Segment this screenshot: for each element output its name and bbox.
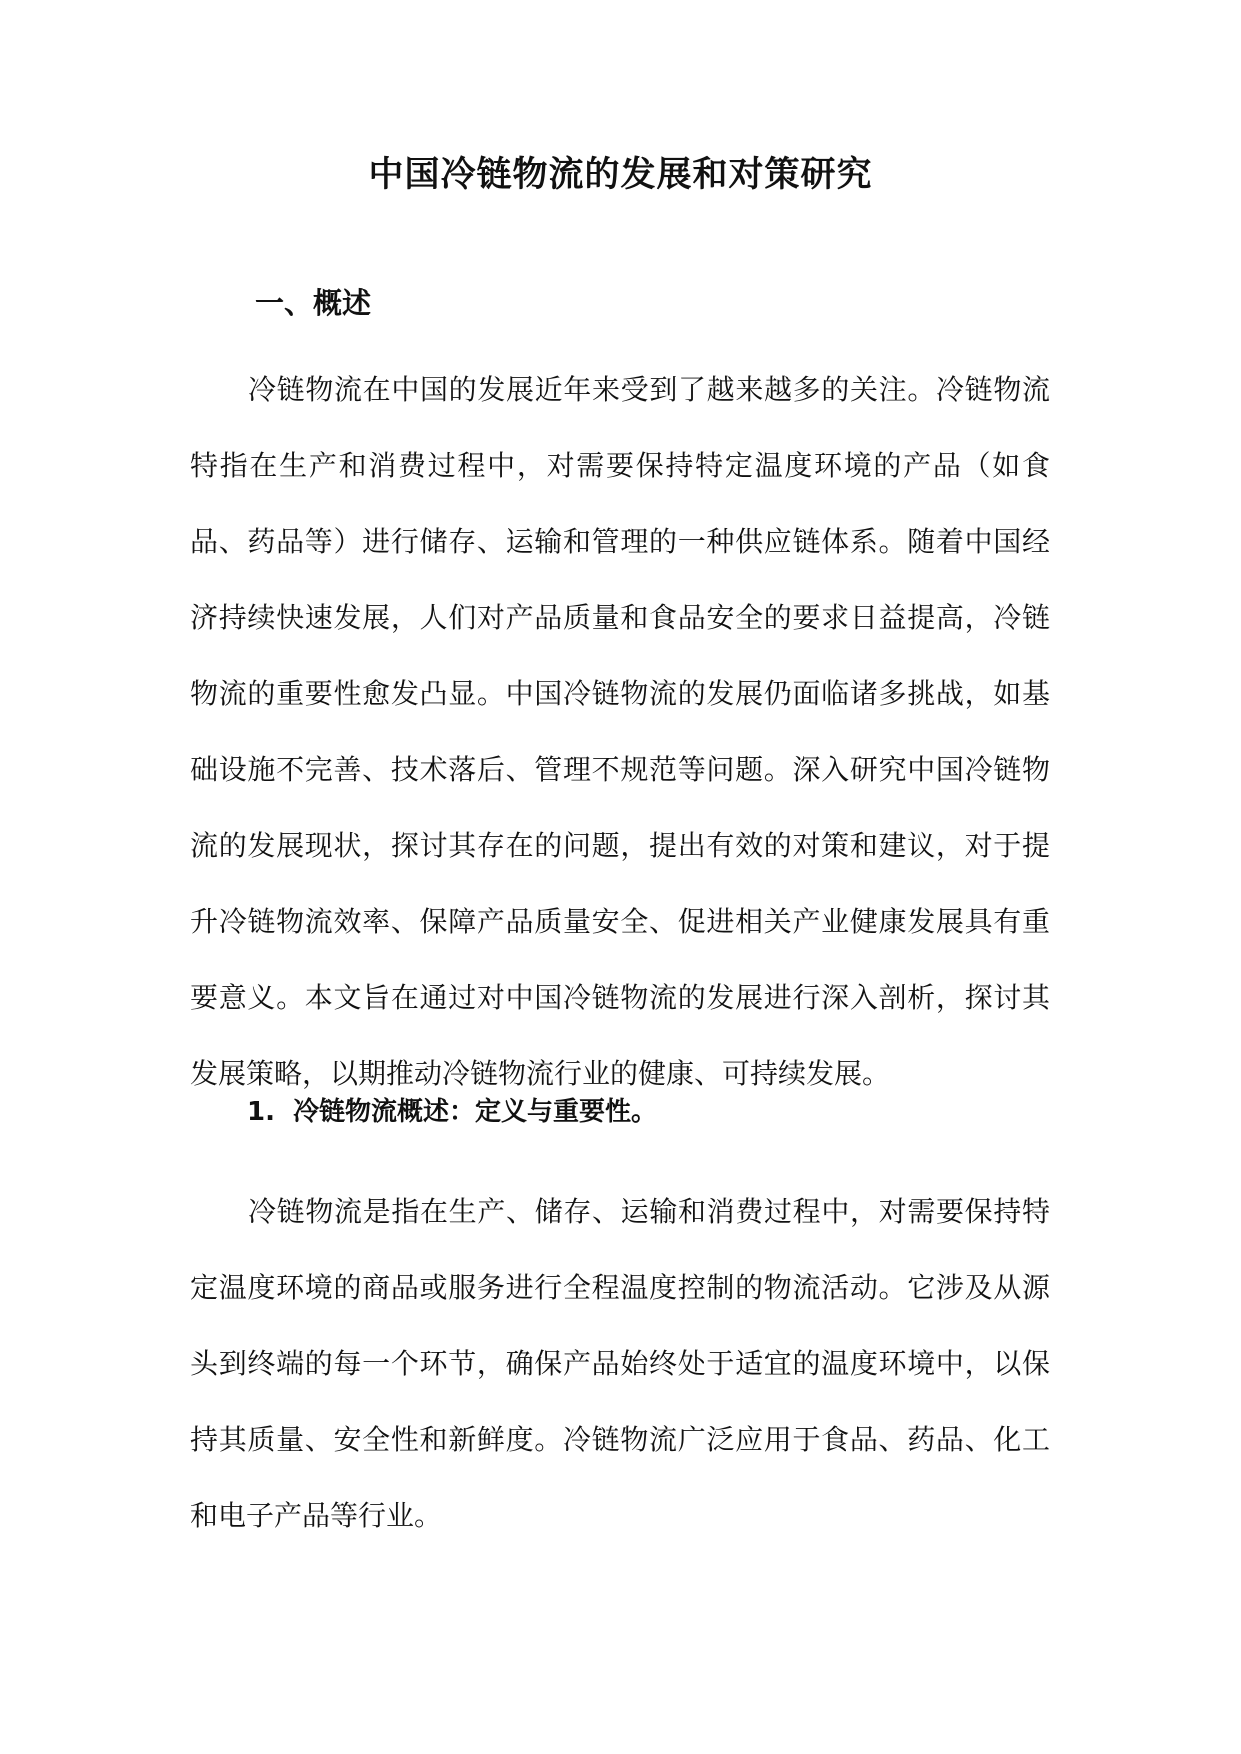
document-title: 中国冷链物流的发展和对策研究 xyxy=(368,155,873,195)
overview-paragraph: 冷链物流在中国的发展近年来受到了越来越多的关注。冷链物流特指在生产和消费过程中，对需要保持特定温度环境的产品（如食品、药品等）进行储存、运输和管理的一种供应链体系。随着中国经济持续快速发展，人们对产品质量和食品安全的要求日益提高，冷链物流的重要性愈发凸显。中国冷链物流的发展仍面临诸多挑战，如基础设施不完善、技术落后、管理不规范等问题。深入研究中国冷链物流的发展现状，探讨其存在的问题，提出有效的对策和建议，对于提升冷链物流效率、保障产品质量安全、促进相关产业健康发展具有重要意义。本文旨在通过对中国冷链物流的发展进行深入剖析，探讨其发展策略，以期推动冷链物流行业的健康、可持续发展。 xyxy=(190,373,1050,1090)
subsection-number: 1. xyxy=(247,1097,275,1127)
subsection-heading xyxy=(247,1092,657,1132)
subsection-heading-text: 冷链物流概述：定义与重要性。 xyxy=(292,1097,657,1127)
section-heading-overview: 一、概述 xyxy=(255,286,372,320)
definition-paragraph: 冷链物流是指在生产、储存、运输和消费过程中，对需要保持特定温度环境的商品或服务进行全程温度控制的物流活动。它涉及从源头到终端的每一个环节，确保产品始终处于适宜的温度环境中，以保持其质量、安全性和新鲜度。冷链物流广泛应用于食品、药品、化工和电子产品等行业。 xyxy=(190,1195,1050,1532)
